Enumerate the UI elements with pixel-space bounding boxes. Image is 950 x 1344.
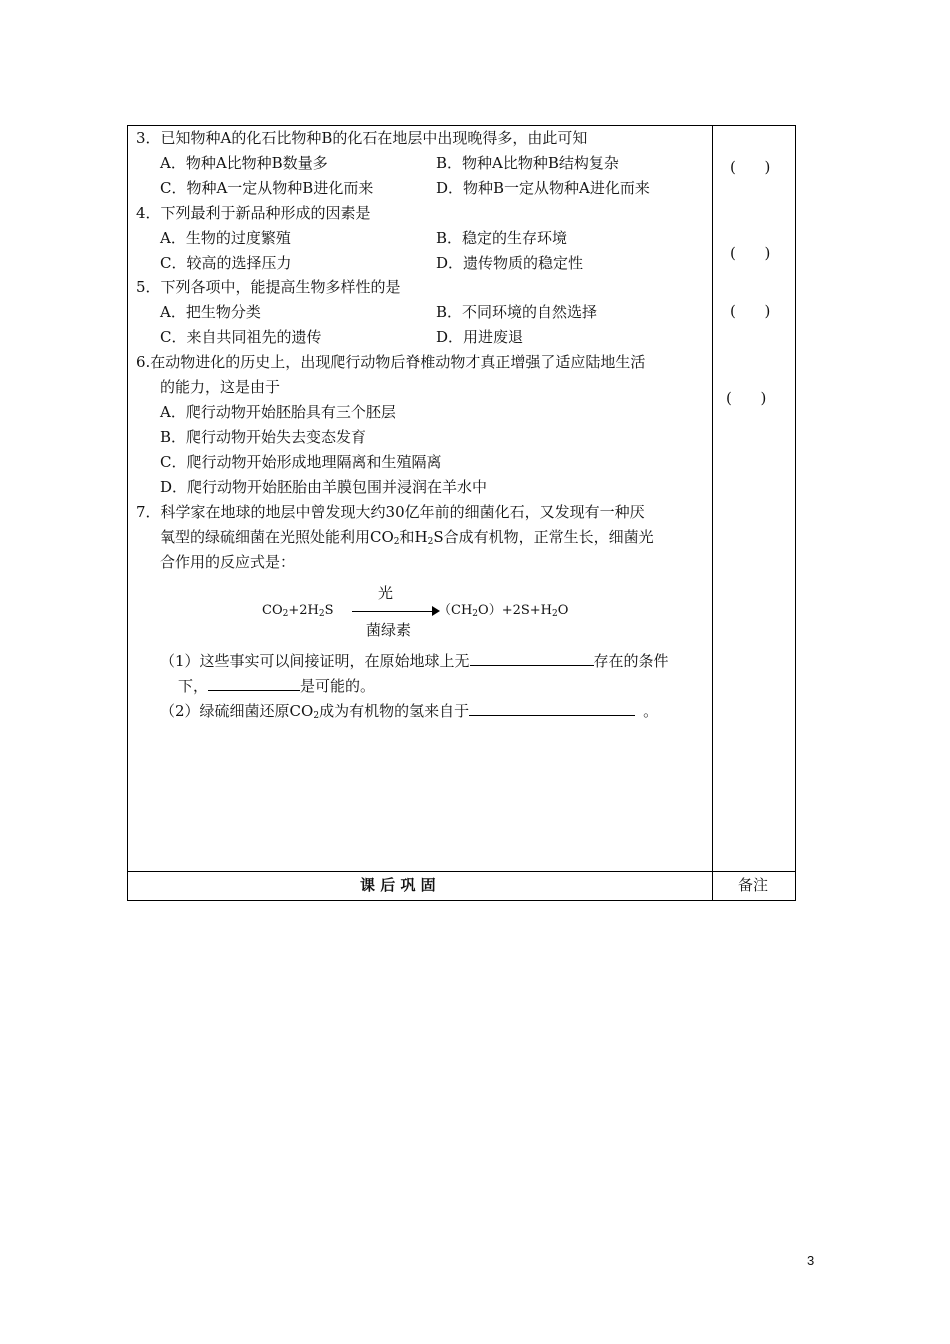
q4-option-b: B．稳定的生存环境 [436,229,568,247]
section-title-after-class: 课 后 巩 固 [360,876,436,894]
q6-option-d: D．爬行动物开始胚胎由羊膜包围并浸润在羊水中 [160,478,488,496]
q4-option-a: A．生物的过度繁殖 [160,229,291,247]
notes-column-header: 备注 [738,876,769,894]
q5-answer-blank: ( ) [730,302,771,320]
q3-option-c: C．物种A一定从物种B进化而来 [160,179,374,197]
fill-blank-3[interactable] [469,701,635,716]
q4-option-c: C．较高的选择压力 [160,254,292,272]
column-divider [712,125,713,901]
page-number: 3 [807,1253,815,1268]
q3-answer-blank: ( ) [730,158,771,176]
q3-stem: 3．已知物种A的化石比物种B的化石在地层中出现晚得多，由此可知 [136,129,588,147]
q6-stem-line2: 的能力，这是由于 [160,378,281,396]
equation-catalyst: 菌绿素 [366,621,412,639]
q7-line1: 7．科学家在地球的地层中曾发现大约30亿年前的细菌化石，又发现有一种厌 [136,503,645,521]
equation-condition-light: 光 [378,584,394,602]
equation-reactants: $CO_2+2H_2S$ [262,603,334,619]
q3-option-a: A．物种A比物种B数量多 [160,154,328,172]
q4-stem: 4．下列最利于新品种形成的因素是 [136,204,371,222]
q7-sub2: （2）绿硫细菌还原$CO_2$成为有机物的氢来自于 。 [160,702,659,721]
row-divider [127,871,796,872]
q7-sub1-line1: （1）这些事实可以间接证明，在原始地球上无 存在的条件 [160,652,669,670]
q7-sub1-line2: 下， 是可能的。 [178,677,376,695]
q5-stem: 5．下列各项中，能提高生物多样性的是 [136,278,401,296]
q5-option-a: A．把生物分类 [160,303,261,321]
q7-line3: 合作用的反应式是： [160,553,296,571]
q7-line2: 氧型的绿硫细菌在光照处能利用$CO_2$和$H_2S$合成有机物，正常生长，细菌光 [160,528,654,547]
fill-blank-2[interactable] [208,676,300,691]
q6-option-b: B．爬行动物开始失去变态发育 [160,428,367,446]
q6-answer-blank: ( ) [726,389,767,407]
q6-stem-line1: 6.在动物进化的历史上，出现爬行动物后脊椎动物才真正增强了适应陆地生活 [136,353,646,371]
equation-products: $(CH_2O)+2S+H_2O$ [438,603,569,619]
q3-option-b: B．物种A比物种B结构复杂 [436,154,619,172]
q3-option-d: D．物种B一定从物种A进化而来 [436,179,650,197]
q5-option-b: B．不同环境的自然选择 [436,303,598,321]
reaction-arrow [352,611,434,612]
q5-option-d: D．用进废退 [436,328,524,346]
q5-option-c: C．来自共同祖先的遗传 [160,328,322,346]
q4-answer-blank: ( ) [730,244,771,262]
fill-blank-1[interactable] [470,651,594,666]
q4-option-d: D．遗传物质的稳定性 [436,254,584,272]
q6-option-c: C．爬行动物开始形成地理隔离和生殖隔离 [160,453,442,471]
q6-option-a: A．爬行动物开始胚胎具有三个胚层 [160,403,396,421]
